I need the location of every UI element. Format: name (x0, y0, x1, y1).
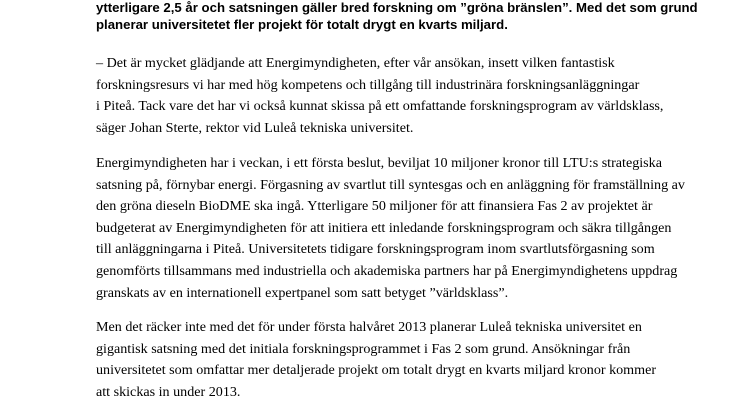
text-line: Energimyndigheten har i veckan, i ett första beslut, beviljat 10 miljoner kronor till LTU:s strategiska (96, 155, 662, 171)
text-line: – Det är mycket glädjande att Energimyndigheten, efter vår ansökan, insett vilken fantastisk (96, 55, 615, 71)
text-line: Men det räcker inte med det för under första halvåret 2013 planerar Luleå tekniska universitet en (96, 319, 642, 335)
text-line: den gröna dieseln BioDME ska ingå. Ytterligare 50 miljoner för att finansiera Fas 2 av projektet är (96, 198, 653, 215)
text-line: säger Johan Sterte, rektor vid Luleå tekniska universitet. (96, 119, 414, 136)
text-line: satsning på, förnybar energi. Förgasning av svartlut till syntesgas och en anläggning för framställning av (96, 176, 685, 193)
text-line: att skickas in under 2013. (96, 383, 241, 400)
lead-paragraph (96, 0, 736, 33)
text-line: budgeterat av Energimyndigheten för att initiera ett inledande forskningsprogram och säkra tillgången (96, 219, 672, 236)
text-line: ytterligare 2,5 år och satsningen gäller bred forskning om ”gröna bränslen”. Med det som grund (96, 0, 698, 15)
funding-paragraph (96, 153, 736, 304)
text-line: planerar universitetet fler projekt för totalt drygt en kvarts miljard. (96, 17, 508, 32)
text-line: granskats av en internationell expertpanel som satt betyget ”världsklass”. (96, 284, 509, 301)
text-line: forskningsresurs vi har med hög kompetens och tillgång till industrinära forskningsanläggningar (96, 76, 640, 93)
plans-paragraph (96, 317, 736, 403)
text-line: genomförts tillsammans med industriella och akademiska partners har på Energimyndighetens uppdrag (96, 262, 678, 279)
text-line: gigantisk satsning med det initiala forskningsprogrammet i Fas 2 som grund. Ansökningar från (96, 340, 631, 357)
text-line: till anläggningarna i Piteå. Universitetets tidigare forskningsprogram inom svartlutsförgasning som (96, 241, 655, 258)
quote-paragraph (96, 53, 736, 139)
text-line: universitetet som omfattar mer detaljerade projekt om totalt drygt en kvarts miljard kronor kommer (96, 362, 657, 379)
text-line: i Piteå. Tack vare det har vi också kunnat skissa på ett omfattande forskningsprogram av världsklass, (96, 98, 664, 115)
